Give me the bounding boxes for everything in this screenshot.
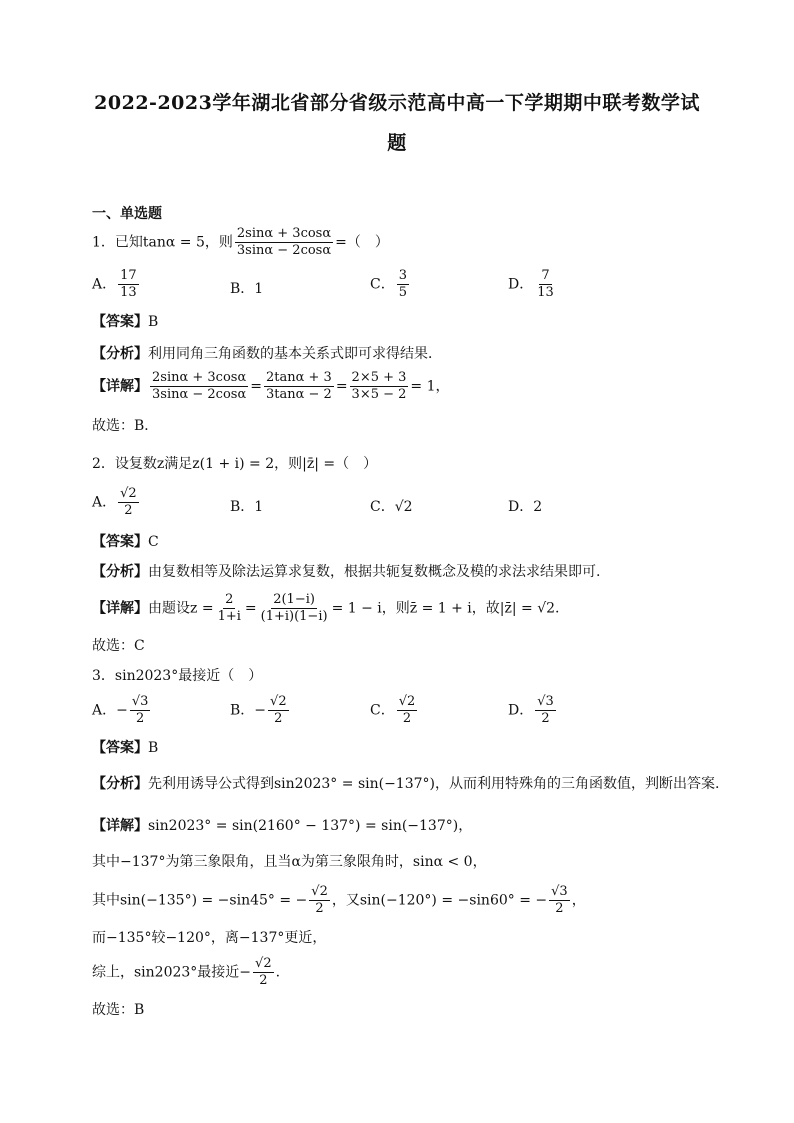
q1-option-a: A． $\frac{17}{13}$ [92, 268, 137, 300]
q1-fraction [235, 226, 333, 259]
q1-frac-den: 3sinα − 2cosα [236, 243, 332, 258]
q3-option-a: A．− $\frac{√3}{2}$ [92, 694, 149, 726]
q3-detail-line5: 综上，sin2023°最接近− $\frac{√2}{2}$ . [92, 956, 281, 988]
q3-answer: 【答案】B [92, 740, 159, 756]
q3-detail-line2: 其中−137°为第三象限角，且当α为第三象限角时，sinα < 0， [92, 854, 487, 870]
q1-option-c: C． $\frac{3}{5}$ [370, 268, 407, 300]
q1-option-b: B．1 [230, 281, 264, 297]
q1-answer: 【答案】B [92, 314, 159, 330]
q2-detail: 【详解】由题设z = $\frac{2}{1+i}$ = $\frac{2(1-i)}{(1+i)(1-i)}$ = 1 − i，则z̄ = 1 + i，故|z̄| = √2. [92, 592, 560, 624]
q1-analysis: 【分析】利用同角三角函数的基本关系式即可求得结果． [92, 346, 442, 362]
q2-analysis: 【分析】由复数相等及除法运算求复数，根据共轭复数概念及模的求法求结果即可. [92, 564, 601, 580]
doc-title-line2: 题 [387, 132, 407, 154]
q3-analysis: 【分析】先利用诱导公式得到sin2023° = sin(−137°)，从而利用特殊角的三角函数值，判断出答案. [92, 776, 720, 792]
q2-option-d: D．2 [508, 499, 543, 515]
q3-detail: 【详解】sin2023° = sin(2160° − 137°) = sin(−137°)， [92, 818, 473, 834]
q3-option-b: B．− $\frac{√2}{2}$ [230, 694, 287, 726]
q1-stem [92, 226, 389, 259]
q1-option-d: D． $\frac{7}{13}$ [508, 268, 554, 300]
q3-detail-line4: 而−135°较−120°，离−137°更近， [92, 930, 327, 946]
section-heading: 一、单选题 [92, 206, 162, 222]
q3-detail-line3: 其中sin(−135°) = −sin45° = − $\frac{√2}{2}$ ，又sin(−120°) = −sin60° = − $\frac{√3}{2}$ ， [92, 884, 586, 916]
q3-choose: 故选：B [92, 1002, 145, 1018]
q1-frac-num: 2sinα + 3cosα [236, 226, 332, 241]
q3-stem: 3．sin2023°最接近（ ） [92, 668, 263, 684]
q1-detail: 【详解】 $\frac{2\sin\alpha + 3\cos\alpha}{3\sin\alpha - 2\cos\alpha}$ = $\frac{2\tan\alpha + 3}{3\tan\alpha - 2}$ = $\frac{2\times 5 + 3}{3\times 5 - 2}$ = 1， [92, 370, 450, 402]
q1-stem-text: 1．已知tanα = 5，则 [92, 234, 233, 251]
q2-option-b: B．1 [230, 499, 264, 515]
q2-option-a: A． $\frac{√2}{2}$ [92, 486, 137, 518]
q2-answer: 【答案】C [92, 534, 159, 550]
q1-stem-end: =（ ） [335, 234, 389, 251]
q3-option-d: D． $\frac{√3}{2}$ [508, 694, 554, 726]
q3-option-c: C． $\frac{√2}{2}$ [370, 694, 416, 726]
q2-choose: 故选：C [92, 638, 145, 654]
q1-choose: 故选：B． [92, 418, 159, 434]
q2-option-c: C．√2 [370, 499, 413, 515]
doc-title-line1: 2022-2023学年湖北省部分省级示范高中高一下学期期中联考数学试 [94, 92, 700, 114]
q2-stem: 2．设复数z满足z(1 + i) = 2，则|z̄| =（ ） [92, 456, 378, 472]
